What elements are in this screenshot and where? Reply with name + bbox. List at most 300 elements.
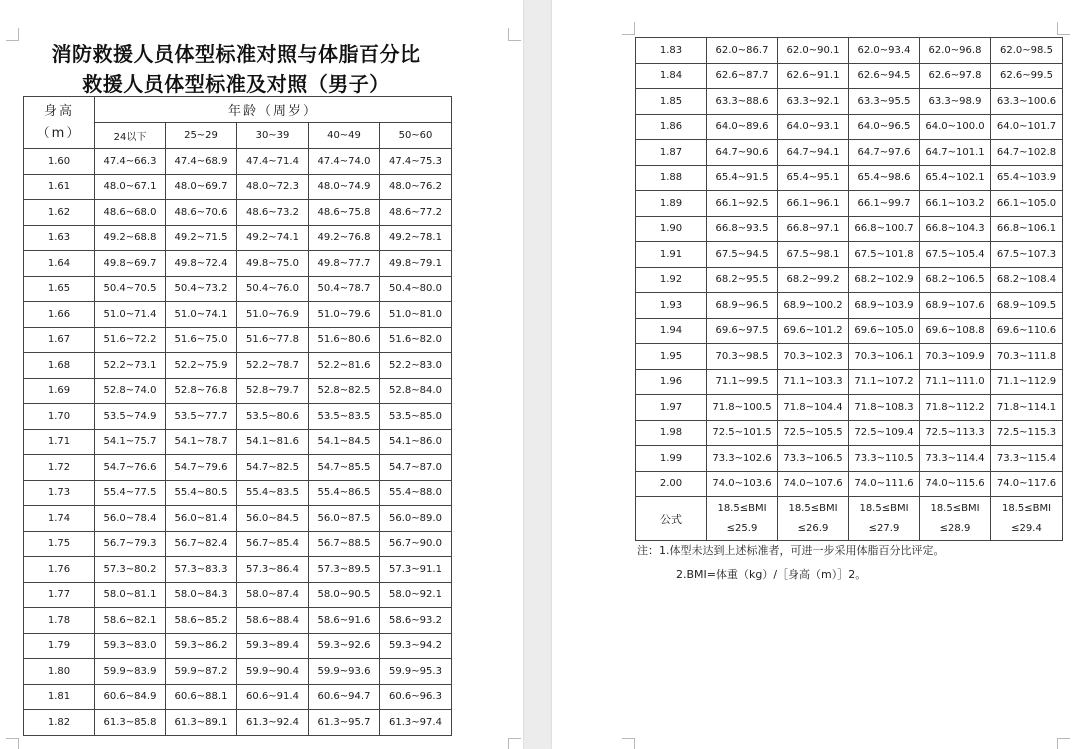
table-title: 救援人员体型标准及对照（男子） [82,72,390,96]
weight-range-cell: 56.7~85.4 [237,531,309,557]
table-row [24,251,452,277]
crop-mark-bottom-left [6,738,19,749]
table-row [636,420,1063,446]
weight-range-cell: 64.0~101.7 [991,114,1063,140]
weight-range-cell: 73.3~110.5 [849,446,920,472]
weight-range-cell: 52.8~76.8 [166,378,237,404]
height-cell: 1.77 [24,582,95,608]
weight-range-cell: 64.7~101.1 [920,140,991,166]
weight-range-cell: 51.0~81.0 [380,302,452,328]
weight-range-cell: 54.7~87.0 [380,455,452,481]
weight-range-cell: 63.3~95.5 [849,89,920,115]
height-cell: 1.87 [636,140,707,166]
weight-range-cell: 62.6~91.1 [778,63,849,89]
weight-range-cell: 59.9~87.2 [166,659,237,685]
table-row [24,710,452,736]
weight-range-cell: 56.7~79.3 [95,531,166,557]
formula-line1: 18.5≤BMI [717,502,767,514]
weight-range-cell: 52.2~78.7 [237,353,309,379]
weight-range-cell: 51.0~79.6 [309,302,380,328]
crop-mark-bottom-right [1057,738,1070,749]
weight-range-cell: 47.4~68.9 [166,149,237,175]
weight-range-cell: 72.5~115.3 [991,420,1063,446]
table-row [24,480,452,506]
weight-range-cell: 74.0~111.6 [849,471,920,497]
height-cell: 1.96 [636,369,707,395]
weight-range-cell: 51.0~74.1 [166,302,237,328]
weight-range-cell: 54.7~76.6 [95,455,166,481]
weight-range-cell: 59.9~95.3 [380,659,452,685]
height-cell: 1.89 [636,191,707,217]
height-cell: 1.61 [24,174,95,200]
height-cell: 1.98 [636,420,707,446]
table-row [24,378,452,404]
weight-range-cell: 57.3~80.2 [95,557,166,583]
weight-range-cell: 68.9~103.9 [849,293,920,319]
note-1: 注：1.体型未达到上述标准者，可进一步采用体脂百分比评定。 [637,544,945,557]
height-cell: 1.84 [636,63,707,89]
weight-range-cell: 56.0~89.0 [380,506,452,532]
weight-range-cell: 68.2~102.9 [849,267,920,293]
weight-range-cell: 48.6~70.6 [166,200,237,226]
weight-range-cell: 49.8~79.1 [380,251,452,277]
height-cell: 1.85 [636,89,707,115]
height-cell: 1.92 [636,267,707,293]
weight-range-cell: 63.3~88.6 [707,89,778,115]
table-row [24,608,452,634]
table-row [636,293,1063,319]
weight-range-cell: 48.0~72.3 [237,174,309,200]
weight-range-cell: 70.3~109.9 [920,344,991,370]
weight-range-cell: 68.9~109.5 [991,293,1063,319]
weight-range-cell: 62.6~97.8 [920,63,991,89]
weight-range-cell: 53.5~77.7 [166,404,237,430]
weight-range-cell: 57.3~89.5 [309,557,380,583]
table-row [636,63,1063,89]
table-row [24,276,452,302]
weight-range-cell: 56.0~84.5 [237,506,309,532]
weight-range-cell: 64.0~100.0 [920,114,991,140]
table-row [24,302,452,328]
crop-mark-top-left [6,28,19,41]
table-row [636,140,1063,166]
table-row [24,200,452,226]
weight-range-cell: 68.9~96.5 [707,293,778,319]
weight-range-cell: 68.2~99.2 [778,267,849,293]
weight-range-cell: 66.1~103.2 [920,191,991,217]
crop-mark-bottom-right [508,738,521,749]
weight-range-cell: 58.0~84.3 [166,582,237,608]
weight-range-cell: 66.1~99.7 [849,191,920,217]
weight-range-cell: 52.2~73.1 [95,353,166,379]
weight-range-cell: 47.4~71.4 [237,149,309,175]
weight-range-cell: 50.4~80.0 [380,276,452,302]
document-page-right [552,0,1080,749]
weight-range-cell: 49.2~71.5 [166,225,237,251]
weight-range-cell: 71.8~112.2 [920,395,991,421]
weight-range-cell: 56.0~87.5 [309,506,380,532]
weight-range-cell: 53.5~85.0 [380,404,452,430]
height-cell: 1.81 [24,684,95,710]
header-age-band: 25~29 [166,123,237,149]
weight-range-cell: 64.7~102.8 [991,140,1063,166]
weight-range-cell: 58.6~91.6 [309,608,380,634]
formula-cell [920,497,991,541]
formula-line1: 18.5≤BMI [859,502,909,514]
weight-range-cell: 65.4~102.1 [920,165,991,191]
table-row [636,344,1063,370]
formula-line2: ≤25.9 [726,522,758,534]
weight-range-cell: 56.0~78.4 [95,506,166,532]
weight-range-cell: 71.8~114.1 [991,395,1063,421]
height-cell: 1.82 [24,710,95,736]
weight-range-cell: 50.4~70.5 [95,276,166,302]
height-cell: 2.00 [636,471,707,497]
formula-line1: 18.5≤BMI [788,502,838,514]
weight-range-cell: 62.6~99.5 [991,63,1063,89]
table-row [24,455,452,481]
height-cell: 1.63 [24,225,95,251]
weight-range-cell: 50.4~73.2 [166,276,237,302]
weight-range-cell: 72.5~105.5 [778,420,849,446]
formula-line2: ≤27.9 [868,522,900,534]
weight-range-cell: 54.7~82.5 [237,455,309,481]
table-row [24,429,452,455]
note-2: 2.BMI=体重（kg）/［身高（m）］2。 [676,568,867,581]
formula-line1: 18.5≤BMI [930,502,980,514]
weight-range-cell: 48.0~74.9 [309,174,380,200]
table-row [24,531,452,557]
height-cell: 1.70 [24,404,95,430]
weight-range-cell: 48.6~77.2 [380,200,452,226]
formula-line2: ≤29.4 [1011,522,1042,534]
weight-range-cell: 54.1~78.7 [166,429,237,455]
weight-range-cell: 48.0~69.7 [166,174,237,200]
table-row [24,174,452,200]
header-height [24,97,95,149]
formula-cell [991,497,1063,541]
height-cell: 1.74 [24,506,95,532]
height-cell: 1.83 [636,38,707,64]
weight-range-cell: 51.0~71.4 [95,302,166,328]
height-cell: 1.78 [24,608,95,634]
formula-line2: ≤28.9 [939,522,971,534]
weight-range-cell: 73.3~102.6 [707,446,778,472]
table-row [24,506,452,532]
weight-range-cell: 49.2~74.1 [237,225,309,251]
weight-range-cell: 48.6~75.8 [309,200,380,226]
weight-range-cell: 67.5~94.5 [707,242,778,268]
height-cell: 1.86 [636,114,707,140]
document-page-left [0,0,523,749]
weight-range-cell: 57.3~83.3 [166,557,237,583]
height-cell: 1.69 [24,378,95,404]
weight-range-cell: 60.6~88.1 [166,684,237,710]
table-row [24,633,452,659]
height-cell: 1.79 [24,633,95,659]
table-body-part2 [636,38,1063,541]
header-age-band: 40~49 [309,123,380,149]
table-row [24,149,452,175]
weight-range-cell: 69.6~101.2 [778,318,849,344]
weight-range-cell: 51.0~76.9 [237,302,309,328]
weight-range-cell: 67.5~107.3 [991,242,1063,268]
weight-range-cell: 52.8~74.0 [95,378,166,404]
weight-range-cell: 66.8~93.5 [707,216,778,242]
height-cell: 1.67 [24,327,95,353]
weight-range-cell: 54.7~85.5 [309,455,380,481]
weight-range-cell: 72.5~109.4 [849,420,920,446]
height-cell: 1.93 [636,293,707,319]
weight-range-cell: 66.8~100.7 [849,216,920,242]
table-row [24,225,452,251]
weight-range-cell: 71.1~103.3 [778,369,849,395]
weight-range-cell: 65.4~103.9 [991,165,1063,191]
weight-range-cell: 69.6~105.0 [849,318,920,344]
weight-range-cell: 73.3~114.4 [920,446,991,472]
weight-range-cell: 48.6~68.0 [95,200,166,226]
weight-range-cell: 59.3~86.2 [166,633,237,659]
table-row [24,659,452,685]
table-row [24,327,452,353]
weight-range-cell: 53.5~83.5 [309,404,380,430]
height-cell: 1.91 [636,242,707,268]
weight-range-cell: 64.7~90.6 [707,140,778,166]
weight-range-cell: 67.5~105.4 [920,242,991,268]
weight-range-cell: 56.7~82.4 [166,531,237,557]
weight-range-cell: 74.0~117.6 [991,471,1063,497]
weight-range-cell: 64.0~89.6 [707,114,778,140]
table-row [24,582,452,608]
weight-range-cell: 52.2~83.0 [380,353,452,379]
weight-range-cell: 52.8~82.5 [309,378,380,404]
weight-range-cell: 59.9~90.4 [237,659,309,685]
table-row [636,89,1063,115]
weight-range-cell: 58.6~85.2 [166,608,237,634]
height-cell: 1.65 [24,276,95,302]
weight-range-cell: 65.4~98.6 [849,165,920,191]
weight-range-cell: 62.6~94.5 [849,63,920,89]
weight-range-cell: 69.6~97.5 [707,318,778,344]
weight-range-cell: 53.5~80.6 [237,404,309,430]
weight-range-cell: 56.7~90.0 [380,531,452,557]
weight-range-cell: 59.9~83.9 [95,659,166,685]
header-age-band: 50~60 [380,123,452,149]
weight-range-cell: 55.4~83.5 [237,480,309,506]
table-row [636,446,1063,472]
weight-range-cell: 52.8~84.0 [380,378,452,404]
weight-range-cell: 68.9~100.2 [778,293,849,319]
weight-range-cell: 47.4~75.3 [380,149,452,175]
weight-range-cell: 71.1~111.0 [920,369,991,395]
weight-range-cell: 62.0~96.8 [920,38,991,64]
weight-range-cell: 49.8~72.4 [166,251,237,277]
table-row [636,471,1063,497]
weight-range-cell: 69.6~108.8 [920,318,991,344]
height-cell: 1.75 [24,531,95,557]
weight-range-cell: 62.0~93.4 [849,38,920,64]
header-age-band: 30~39 [237,123,309,149]
weight-range-cell: 56.7~88.5 [309,531,380,557]
weight-range-cell: 66.1~96.1 [778,191,849,217]
weight-range-cell: 71.1~99.5 [707,369,778,395]
weight-range-cell: 54.1~86.0 [380,429,452,455]
weight-range-cell: 66.8~104.3 [920,216,991,242]
height-cell: 1.64 [24,251,95,277]
weight-range-cell: 72.5~113.3 [920,420,991,446]
weight-range-cell: 63.3~98.9 [920,89,991,115]
weight-range-cell: 47.4~74.0 [309,149,380,175]
weight-range-cell: 60.6~84.9 [95,684,166,710]
weight-range-cell: 61.3~92.4 [237,710,309,736]
crop-mark-top-right [1057,22,1070,35]
weight-range-cell: 64.7~97.6 [849,140,920,166]
weight-range-cell: 51.6~80.6 [309,327,380,353]
weight-range-cell: 62.6~87.7 [707,63,778,89]
weight-range-cell: 58.0~87.4 [237,582,309,608]
weight-range-cell: 65.4~91.5 [707,165,778,191]
weight-range-cell: 50.4~78.7 [309,276,380,302]
crop-mark-bottom-left [622,738,635,749]
weight-range-cell: 65.4~95.1 [778,165,849,191]
weight-range-cell: 50.4~76.0 [237,276,309,302]
weight-range-cell: 58.6~82.1 [95,608,166,634]
height-cell: 1.97 [636,395,707,421]
weight-range-cell: 61.3~97.4 [380,710,452,736]
weight-range-cell: 62.0~98.5 [991,38,1063,64]
weight-range-cell: 49.2~76.8 [309,225,380,251]
weight-range-cell: 72.5~101.5 [707,420,778,446]
table-row [636,114,1063,140]
weight-range-cell: 71.8~100.5 [707,395,778,421]
weight-range-cell: 73.3~115.4 [991,446,1063,472]
weight-range-cell: 73.3~106.5 [778,446,849,472]
weight-range-cell: 55.4~80.5 [166,480,237,506]
weight-range-cell: 63.3~100.6 [991,89,1063,115]
header-height-line2: （m） [36,125,82,141]
header-age: 年龄（周岁） [95,97,452,123]
weight-range-cell: 52.2~75.9 [166,353,237,379]
weight-range-cell: 59.3~94.2 [380,633,452,659]
weight-range-cell: 61.3~95.7 [309,710,380,736]
weight-range-cell: 68.9~107.6 [920,293,991,319]
weight-range-cell: 56.0~81.4 [166,506,237,532]
table-row [24,557,452,583]
document-title: 消防救援人员体型标准对照与体脂百分比 [51,42,421,66]
weight-range-cell: 62.0~86.7 [707,38,778,64]
table-body-part1 [24,149,452,736]
weight-range-cell: 67.5~101.8 [849,242,920,268]
weight-range-cell: 66.1~92.5 [707,191,778,217]
weight-range-cell: 68.2~108.4 [991,267,1063,293]
weight-range-cell: 66.8~97.1 [778,216,849,242]
weight-range-cell: 71.1~112.9 [991,369,1063,395]
weight-range-cell: 58.6~93.2 [380,608,452,634]
weight-range-cell: 48.6~73.2 [237,200,309,226]
weight-range-cell: 49.2~78.1 [380,225,452,251]
weight-range-cell: 63.3~92.1 [778,89,849,115]
formula-row [636,497,1063,541]
height-cell: 1.72 [24,455,95,481]
height-cell: 1.90 [636,216,707,242]
weight-range-cell: 68.2~106.5 [920,267,991,293]
weight-range-cell: 64.0~93.1 [778,114,849,140]
weight-range-cell: 70.3~102.3 [778,344,849,370]
weight-range-cell: 51.6~75.0 [166,327,237,353]
formula-cell [849,497,920,541]
table-row [636,165,1063,191]
weight-range-cell: 67.5~98.1 [778,242,849,268]
crop-mark-top-left [622,22,635,35]
weight-range-cell: 55.4~88.0 [380,480,452,506]
weight-range-cell: 52.2~81.6 [309,353,380,379]
height-cell: 1.95 [636,344,707,370]
weight-range-cell: 59.3~83.0 [95,633,166,659]
weight-range-cell: 61.3~89.1 [166,710,237,736]
weight-range-cell: 52.8~79.7 [237,378,309,404]
weight-range-cell: 68.2~95.5 [707,267,778,293]
formula-line1: 18.5≤BMI [1001,502,1052,514]
weight-range-cell: 74.0~103.6 [707,471,778,497]
table-row [636,369,1063,395]
weight-range-cell: 60.6~91.4 [237,684,309,710]
weight-range-cell: 64.7~94.1 [778,140,849,166]
formula-line2: ≤26.9 [797,522,829,534]
weight-range-cell: 53.5~74.9 [95,404,166,430]
height-cell: 1.80 [24,659,95,685]
height-cell: 1.76 [24,557,95,583]
weight-range-cell: 54.1~75.7 [95,429,166,455]
weight-range-cell: 49.8~75.0 [237,251,309,277]
table-row [636,242,1063,268]
crop-mark-top-right [508,28,521,41]
table-row [24,404,452,430]
weight-range-cell: 71.8~104.4 [778,395,849,421]
height-cell: 1.88 [636,165,707,191]
weight-range-cell: 60.6~96.3 [380,684,452,710]
weight-range-cell: 70.3~111.8 [991,344,1063,370]
weight-range-cell: 74.0~115.6 [920,471,991,497]
weight-range-cell: 54.1~84.5 [309,429,380,455]
height-cell: 1.68 [24,353,95,379]
height-cell: 1.62 [24,200,95,226]
weight-range-cell: 51.6~72.2 [95,327,166,353]
weight-range-cell: 69.6~110.6 [991,318,1063,344]
bmi-table-part2 [635,37,1063,541]
weight-range-cell: 74.0~107.6 [778,471,849,497]
weight-range-cell: 71.8~108.3 [849,395,920,421]
weight-range-cell: 66.8~106.1 [991,216,1063,242]
height-cell: 1.94 [636,318,707,344]
weight-range-cell: 59.3~92.6 [309,633,380,659]
header-height-line1: 身高 [43,103,74,119]
weight-range-cell: 55.4~86.5 [309,480,380,506]
weight-range-cell: 57.3~91.1 [380,557,452,583]
weight-range-cell: 49.8~77.7 [309,251,380,277]
weight-range-cell: 48.0~76.2 [380,174,452,200]
weight-range-cell: 51.6~82.0 [380,327,452,353]
formula-cell [778,497,849,541]
table-row [636,38,1063,64]
weight-range-cell: 57.3~86.4 [237,557,309,583]
height-cell: 1.71 [24,429,95,455]
weight-range-cell: 66.1~105.0 [991,191,1063,217]
table-row [24,684,452,710]
weight-range-cell: 64.0~96.5 [849,114,920,140]
weight-range-cell: 54.7~79.6 [166,455,237,481]
weight-range-cell: 47.4~66.3 [95,149,166,175]
table-row [636,395,1063,421]
